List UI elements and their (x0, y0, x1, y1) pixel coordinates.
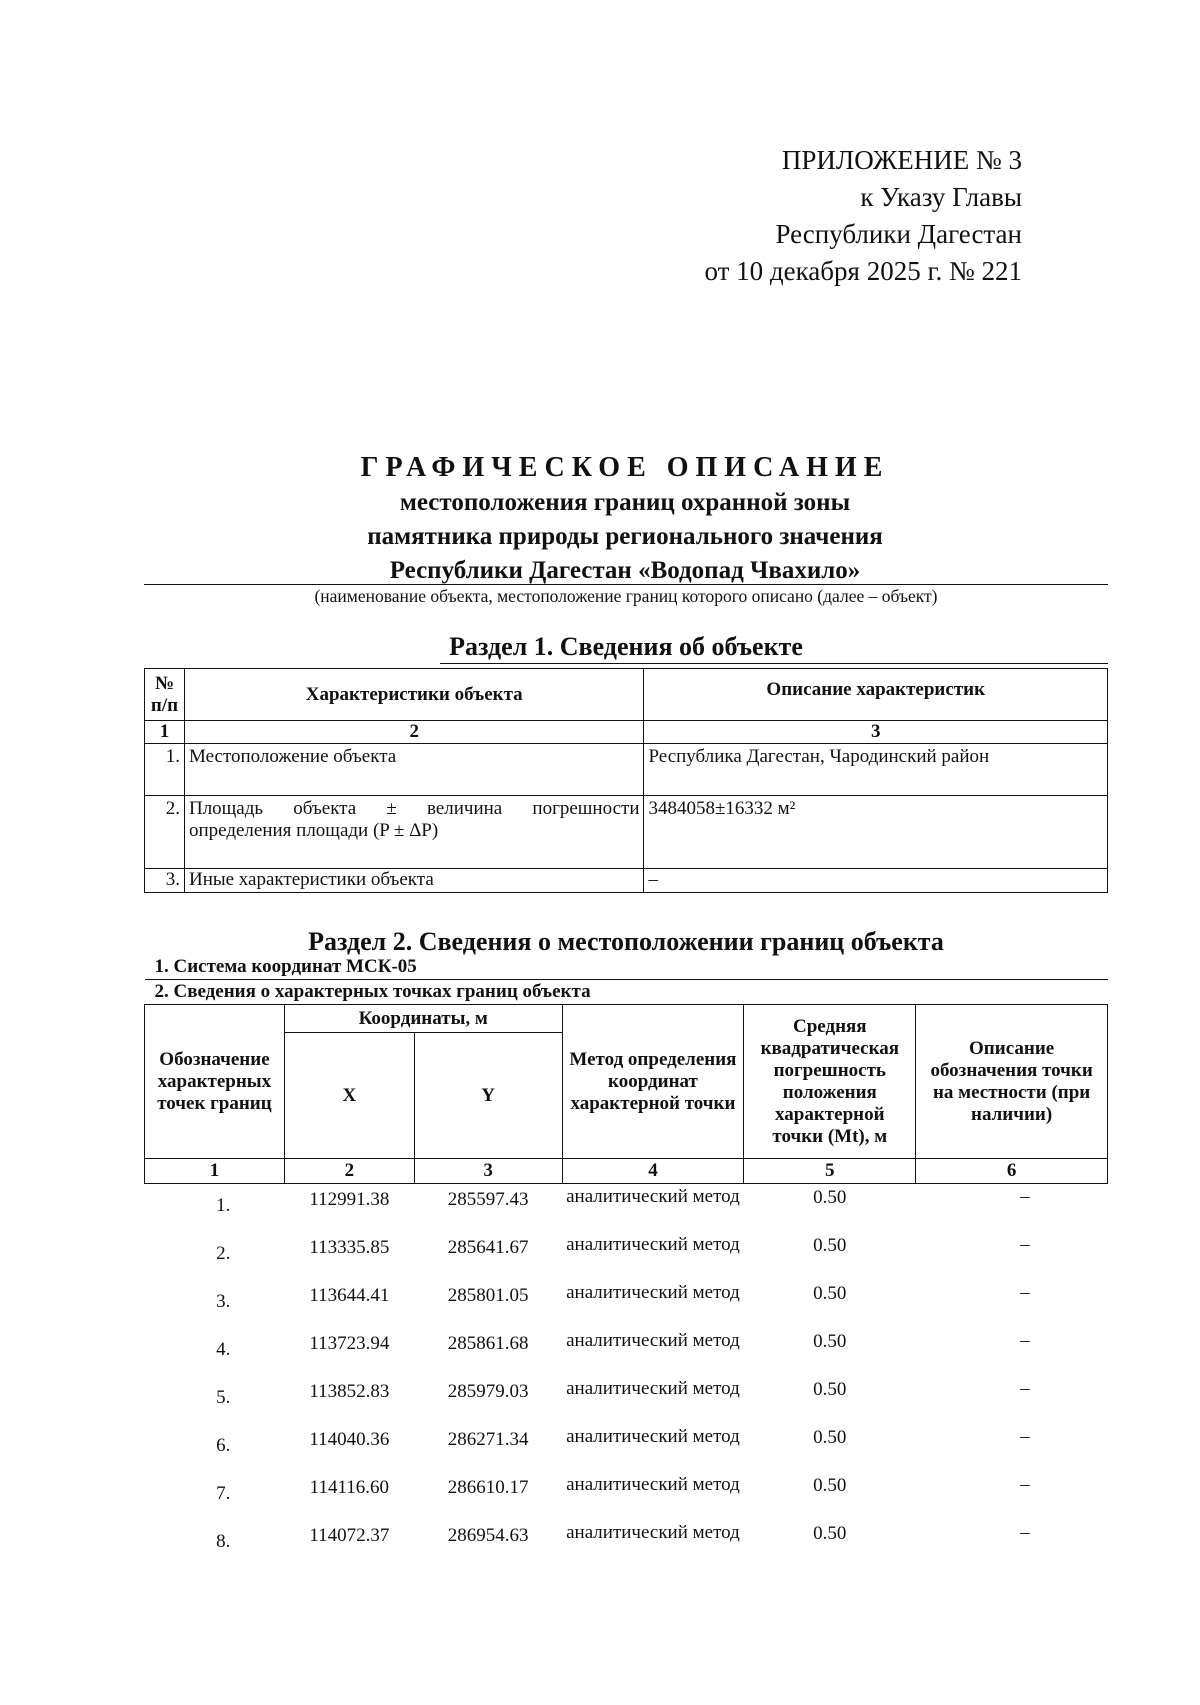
header-error: Средняя квадратическая погрешность положения характерной точки (Mt), м (744, 1005, 916, 1159)
col-number-6: 6 (916, 1159, 1108, 1184)
point-method: аналитический метод (566, 1281, 740, 1303)
point-description: – (1020, 1377, 1030, 1399)
point-error: 0.50 (813, 1378, 847, 1400)
row-value: 3484058±16332 м² (644, 796, 1108, 869)
row-name: Иные характеристики объекта (184, 869, 644, 893)
header-description: Описание характеристик (644, 669, 1108, 721)
title-caption: (наименование объекта, местоположение границ которого описано (далее – объект) (314, 586, 938, 606)
header-y: Y (414, 1033, 562, 1159)
point-description: – (1020, 1425, 1030, 1447)
title-underline (144, 584, 1108, 585)
point-number: 6. (216, 1434, 231, 1456)
row-number: 1. (145, 744, 185, 796)
point-x: 113723.94 (309, 1332, 390, 1354)
point-y: 285597.43 (447, 1189, 529, 1210)
object-info-table (144, 668, 1108, 893)
point-description: – (1020, 1521, 1030, 1543)
row-value: – (644, 869, 1108, 893)
header-characteristics: Характеристики объекта (184, 669, 644, 721)
point-x: 114116.60 (309, 1476, 390, 1498)
point-number: 8. (216, 1530, 231, 1552)
header-coordinates: Координаты, м (284, 1005, 562, 1033)
point-description: – (1020, 1473, 1030, 1495)
table-row (145, 796, 1108, 869)
section-1-title: Раздел 1. Сведения об объекте (449, 632, 803, 661)
col-number-3: 3 (644, 721, 1108, 744)
title-line-2: местоположения границ охранной зоны (399, 489, 851, 516)
header-designation: Обозначение характерных точек границ (145, 1005, 285, 1159)
appendix-decree: к Указу Главы (860, 182, 1022, 212)
title-line-3: памятника природы регионального значения (367, 523, 883, 550)
point-method: аналитический метод (566, 1329, 740, 1351)
point-method: аналитический метод (566, 1521, 740, 1543)
table-row (145, 1280, 1108, 1328)
point-method: аналитический метод (566, 1186, 740, 1207)
table-row (145, 1376, 1108, 1424)
row-value: Республика Дагестан, Чародинский район (644, 744, 1108, 796)
point-error: 0.50 (813, 1234, 847, 1256)
header-x: X (284, 1033, 414, 1159)
point-y: 285861.68 (447, 1332, 529, 1354)
point-y: 286610.17 (447, 1476, 529, 1498)
col-number-5: 5 (744, 1159, 916, 1184)
point-method: аналитический метод (566, 1377, 740, 1399)
appendix-republic: Республики Дагестан (775, 219, 1022, 249)
boundary-points-table (144, 955, 1108, 1568)
point-error: 0.50 (813, 1474, 847, 1496)
point-description: – (1020, 1329, 1030, 1351)
point-number: 5. (216, 1386, 231, 1408)
col-number-4: 4 (562, 1159, 744, 1184)
point-number: 2. (216, 1242, 231, 1264)
coordinate-system: 1. Система координат МСК-05 (145, 955, 1108, 980)
table-row (145, 1520, 1108, 1568)
point-method: аналитический метод (566, 1233, 740, 1255)
point-error: 0.50 (813, 1426, 847, 1448)
point-x: 113335.85 (309, 1236, 390, 1258)
header-method: Метод определения координат характерной точки (562, 1005, 744, 1159)
point-description: – (1020, 1233, 1030, 1255)
point-y: 285979.03 (447, 1380, 529, 1402)
title-line-4: Республики Дагестан «Водопад Чвахило» (389, 557, 861, 584)
table-row (145, 744, 1108, 796)
point-y: 286954.63 (447, 1524, 529, 1546)
title-main: ГРАФИЧЕСКОЕ ОПИСАНИЕ (360, 452, 890, 483)
appendix-number: ПРИЛОЖЕНИЕ № 3 (781, 145, 1022, 175)
point-method: аналитический метод (566, 1425, 740, 1447)
point-method: аналитический метод (566, 1473, 740, 1495)
point-x: 114040.36 (309, 1428, 390, 1450)
table-row (145, 869, 1108, 893)
point-error: 0.50 (813, 1522, 847, 1544)
col-number-1: 1 (145, 721, 185, 744)
row-name: Местоположение объекта (184, 744, 644, 796)
row-number: 2. (145, 796, 185, 869)
appendix-header (562, 142, 1022, 290)
col-number-1: 1 (145, 1159, 285, 1184)
col-number-2: 2 (184, 721, 644, 744)
header-point-description: Описание обозначения точки на местности (при наличии) (916, 1005, 1108, 1159)
point-number: 7. (216, 1482, 231, 1504)
table-row (145, 1472, 1108, 1520)
point-error: 0.50 (813, 1330, 847, 1352)
point-description: – (1020, 1281, 1030, 1303)
row-name: Площадь объекта ± величина погрешности определения площади (P ± ΔP) (184, 796, 644, 869)
row-number: 3. (145, 869, 185, 893)
point-x: 112991.38 (309, 1189, 390, 1210)
point-y: 286271.34 (447, 1428, 529, 1450)
points-info-title: 2. Сведения о характерных точках границ объекта (145, 980, 1108, 1005)
point-x: 114072.37 (309, 1524, 390, 1546)
point-x: 113852.83 (309, 1380, 390, 1402)
table-row (145, 1424, 1108, 1472)
table-row (145, 1232, 1108, 1280)
point-description: – (1020, 1186, 1030, 1207)
point-x: 113644.41 (309, 1284, 390, 1306)
section-1-rule (440, 663, 1108, 664)
section-2-title: Раздел 2. Сведения о местоположении границ объекта (308, 927, 944, 956)
document-title (140, 450, 1110, 588)
table-row (145, 1328, 1108, 1376)
col-number-2: 2 (284, 1159, 414, 1184)
point-number: 4. (216, 1338, 231, 1360)
point-error: 0.50 (813, 1282, 847, 1304)
point-y: 285801.05 (447, 1284, 529, 1306)
point-y: 285641.67 (447, 1236, 529, 1258)
col-number-3: 3 (414, 1159, 562, 1184)
point-number: 3. (216, 1290, 231, 1312)
point-number: 1. (216, 1195, 231, 1216)
header-number: № п/п (145, 669, 185, 721)
point-error: 0.50 (813, 1187, 847, 1208)
appendix-date: от 10 декабря 2025 г. № 221 (704, 256, 1022, 286)
table-row (145, 1184, 1108, 1232)
